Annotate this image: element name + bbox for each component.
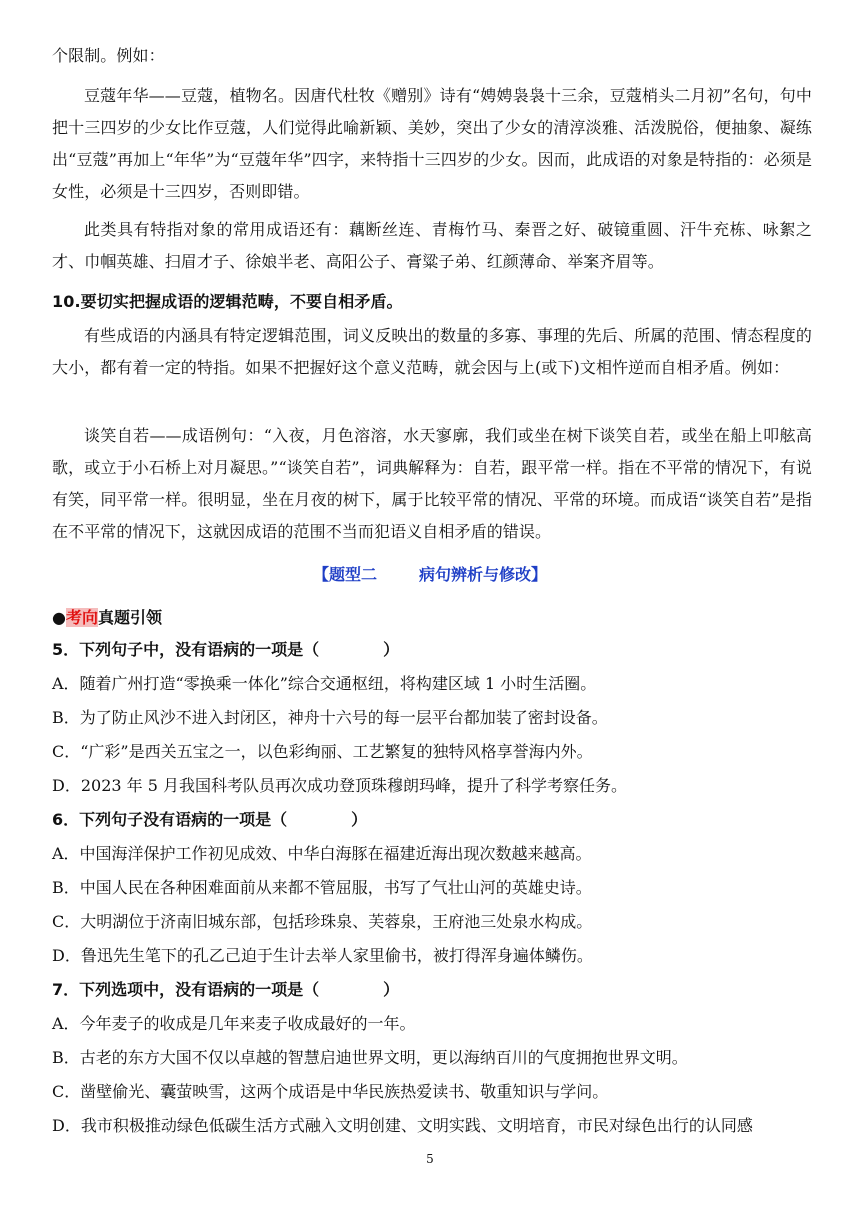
section-heading-left: 【题型二 [312, 565, 377, 584]
question-6-option-c: C．大明湖位于济南旧城东部，包括珍珠泉、芙蓉泉，王府池三处泉水构成。 [52, 912, 593, 931]
question-stem-close: ） [383, 980, 400, 999]
question-7-option-b: B．古老的东方大国不仅以卓越的智慧启迪世界文明，更以海纳百川的气度拥抱世界文明。 [52, 1048, 688, 1067]
section-heading-right: 病句辨析与修改】 [419, 565, 548, 584]
question-5-option-b: B．为了防止风沙不进入封闭区，神舟十六号的每一层平台都加装了密封设备。 [52, 708, 608, 727]
paragraph-special-idioms: 此类具有特指对象的常用成语还有：藕断丝连、青梅竹马、秦晋之好、破镜重圆、汗牛充栋、咏絮之才、巾帼英雄、扫眉才子、徐娘半老、高阳公子、膏粱子弟、红颜薄命、举案齐眉等。 [52, 220, 812, 271]
guide-label: 真题引领 [97, 608, 162, 627]
question-stem-close: ） [383, 640, 400, 659]
question-5-option-c: C．“广彩”是西关五宝之一，以色彩绚丽、工艺繁复的独特风格享誉海内外。 [52, 742, 593, 761]
paragraph-logic-scope: 有些成语的内涵具有特定逻辑范围，词义反映出的数量的多寡、事理的先后、所属的范围、情态程度的大小，都有着一定的特指。如果不把握好这个意义范畴，就会因与上(或下)文相忤逆而自相矛盾。例如： [52, 326, 812, 377]
text-line: 个限制。例如： [52, 46, 165, 65]
heading-item-10: 10.要切实把握成语的逻辑范畴，不要自相矛盾。 [52, 292, 403, 311]
question-6-option-b: B．中国人民在各种困难面前从来都不管屈服，书写了气壮山河的英雄史诗。 [52, 878, 592, 897]
paragraph-tanxiao: 谈笑自若——成语例句：“入夜，月色溶溶，水天寥廓，我们或坐在树下谈笑自若，或坐在船上叩舷高歌，或立于小石桥上对月凝思。”“谈笑自若”，词典解释为：自若，跟平常一样。指在不平常的情况下，有说有笑，同平常一样。很明显，坐在月夜的树下，属于比较平常的情况、平常的环境。而成语“谈笑自若”是指在不平常的情况下，这就因成语的范围不当而犯语义自相矛盾的错误。 [52, 426, 812, 541]
question-7-option-c: C．凿壁偷光、囊萤映雪，这两个成语是中华民族热爱读书、敬重知识与学问。 [52, 1082, 609, 1101]
question-6-option-d: D．鲁迅先生笔下的孔乙己迫于生计去举人家里偷书，被打得浑身遍体鳞伤。 [52, 946, 593, 965]
question-stem-close: ） [351, 810, 368, 829]
guide-heading [52, 604, 822, 632]
question-7-stem [52, 976, 822, 1004]
question-6-option-a: A．中国海洋保护工作初见成效、中华白海豚在福建近海出现次数越来越高。 [52, 844, 592, 863]
question-7-option-d: D．我市积极推动绿色低碳生活方式融入文明创建、文明实践、文明培育，市民对绿色出行的认同感 [52, 1116, 753, 1135]
question-6-stem [52, 806, 822, 834]
question-stem-text: 5．下列句子中，没有语病的一项是（ [52, 640, 320, 659]
paragraph-doukou: 豆蔻年华——豆蔻，植物名。因唐代杜牧《赠别》诗有“娉娉袅袅十三余，豆蔻梢头二月初”名句，句中把十三四岁的少女比作豆蔻，人们觉得此喻新颖、美妙，突出了少女的清淳淡雅、活泼脱俗，便抽象、凝练出“豆蔻”再加上“年华”为“豆蔻年华”四字，来特指十三四岁的少女。因而，此成语的对象是特指的：必须是女性，必须是十三四岁，否则即错。 [52, 86, 812, 201]
highlight-label: 考向 [65, 608, 98, 627]
bullet-icon: ● [52, 608, 66, 627]
question-5-option-d: D．2023 年 5 月我国科考队员再次成功登顶珠穆朗玛峰，提升了科学考察任务。 [52, 776, 627, 795]
question-7-option-a: A．今年麦子的收成是几年来麦子收成最好的一年。 [52, 1014, 416, 1033]
question-stem-text: 6．下列句子没有语病的一项是（ [52, 810, 288, 829]
page-number: 5 [426, 1152, 434, 1166]
section-heading [0, 560, 860, 590]
question-5-option-a: A．随着广州打造“零换乘一体化”综合交通枢纽，将构建区域 1 小时生活圈。 [52, 674, 597, 693]
question-5-stem [52, 636, 822, 664]
question-stem-text: 7．下列选项中，没有语病的一项是（ [52, 980, 320, 999]
